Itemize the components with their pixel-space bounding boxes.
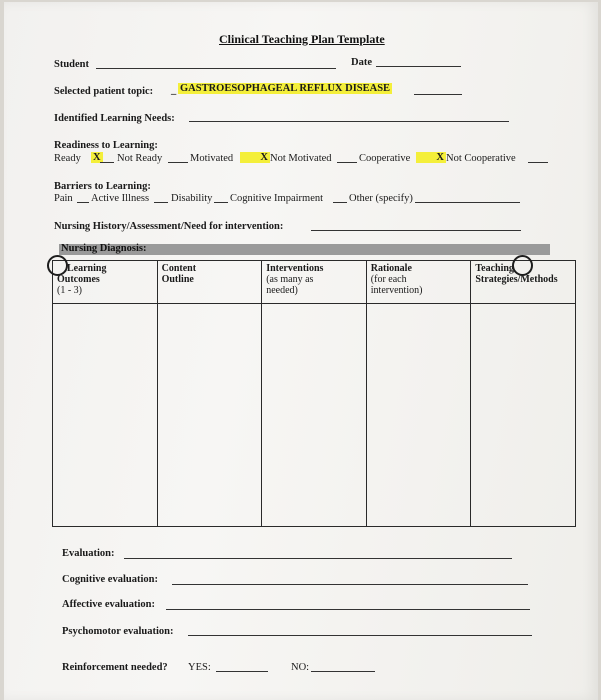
affective-evaluation-field[interactable] (166, 609, 530, 610)
interventions-cell[interactable] (262, 304, 367, 527)
learning-needs-label: Identified Learning Needs: (54, 113, 175, 124)
reinforcement-yes-label: YES: (188, 662, 211, 673)
column-sub: (for each intervention) (370, 274, 423, 296)
barrier-cognitive: Cognitive Impairment (230, 193, 324, 204)
reinforcement-no-label: NO: (291, 662, 310, 673)
column-learning-outcomes (53, 261, 158, 304)
nursing-diagnosis-label: Nursing Diagnosis: (61, 243, 147, 254)
learning-needs-field[interactable] (189, 121, 509, 122)
psychomotor-evaluation-label: Psychomotor evaluation: (62, 626, 174, 637)
barrier-disability: Disability (171, 193, 213, 204)
column-title: Content (161, 263, 197, 274)
evaluation-label: Evaluation: (62, 548, 115, 559)
rationale-cell[interactable] (366, 304, 471, 527)
readiness-not-motivated: Not Motivated (270, 153, 332, 164)
nursing-history-field[interactable] (311, 230, 521, 231)
student-field[interactable] (96, 68, 336, 69)
binder-hole-right (512, 255, 533, 276)
teaching-plan-table (52, 260, 576, 527)
learning-outcomes-cell[interactable] (53, 304, 158, 527)
barrier-active-illness: Active Illness (91, 193, 150, 204)
column-interventions (262, 261, 367, 304)
readiness-motivated: Motivated (190, 153, 234, 164)
active-illness-line[interactable] (154, 202, 168, 203)
content-outline-cell[interactable] (157, 304, 262, 527)
readiness-label: Readiness to Learning: (54, 140, 158, 151)
column-sub: (as many as needed) (266, 274, 314, 296)
readiness-cooperative: Cooperative (359, 153, 411, 164)
pain-line[interactable] (77, 202, 89, 203)
evaluation-field[interactable] (124, 558, 512, 559)
ready-mark[interactable]: X (93, 152, 101, 163)
disability-line[interactable] (214, 202, 228, 203)
column-title: Rationale (370, 263, 412, 274)
date-field[interactable] (376, 66, 461, 67)
nursing-history-label: Nursing History/Assessment/Need for intervention: (54, 221, 284, 232)
reinforcement-yes-field[interactable] (216, 671, 268, 672)
cognitive-evaluation-field[interactable] (172, 584, 528, 585)
readiness-ready: Ready (54, 153, 81, 164)
page-title: Clinical Teaching Plan Template (219, 32, 385, 46)
cognitive-line[interactable] (333, 202, 347, 203)
column-rationale (366, 261, 471, 304)
column-content-outline (157, 261, 262, 304)
psychomotor-evaluation-field[interactable] (188, 635, 532, 636)
column-title: Teaching (475, 263, 514, 274)
student-label: Student (54, 59, 90, 70)
column-title: Interventions (266, 263, 324, 274)
cognitive-evaluation-label: Cognitive evaluation: (62, 574, 158, 585)
topic-value: GASTROESOPHAGEAL REFLUX DISEASE (180, 83, 391, 94)
readiness-not-ready: Not Ready (117, 153, 163, 164)
affective-evaluation-label: Affective evaluation: (62, 599, 156, 610)
column-title-2: Outcomes (57, 274, 100, 285)
barriers-label: Barriers to Learning: (54, 181, 151, 192)
reinforcement-no-field[interactable] (311, 671, 375, 672)
column-title-2: Strategies/Methods (475, 274, 558, 285)
date-label: Date (351, 57, 372, 68)
not-ready-line[interactable] (168, 162, 188, 163)
table-header-row (53, 261, 576, 304)
column-sub: (1 - 3) (57, 285, 82, 296)
barrier-other: Other (specify) (349, 193, 413, 204)
not-motivated-line[interactable] (337, 162, 357, 163)
topic-label: Selected patient topic: (54, 86, 154, 97)
other-specify-field[interactable] (415, 202, 520, 203)
motivated-mark[interactable]: X (240, 152, 270, 163)
not-cooperative-line[interactable] (528, 162, 548, 163)
binder-hole-left (47, 255, 68, 276)
ready-line (100, 162, 114, 163)
topic-prefix: _ (171, 85, 177, 96)
column-title: Learning (67, 263, 107, 274)
teaching-strategies-cell[interactable] (471, 304, 576, 527)
cooperative-mark[interactable]: X (416, 152, 446, 163)
topic-field-line[interactable] (414, 94, 462, 95)
table-body-row (53, 304, 576, 527)
barrier-pain: Pain (54, 193, 73, 204)
readiness-not-cooperative: Not Cooperative (446, 153, 516, 164)
document-page (4, 2, 598, 700)
reinforcement-label: Reinforcement needed? (62, 662, 168, 673)
nursing-diagnosis-bar (59, 244, 550, 255)
column-title-2: Outline (161, 274, 194, 285)
